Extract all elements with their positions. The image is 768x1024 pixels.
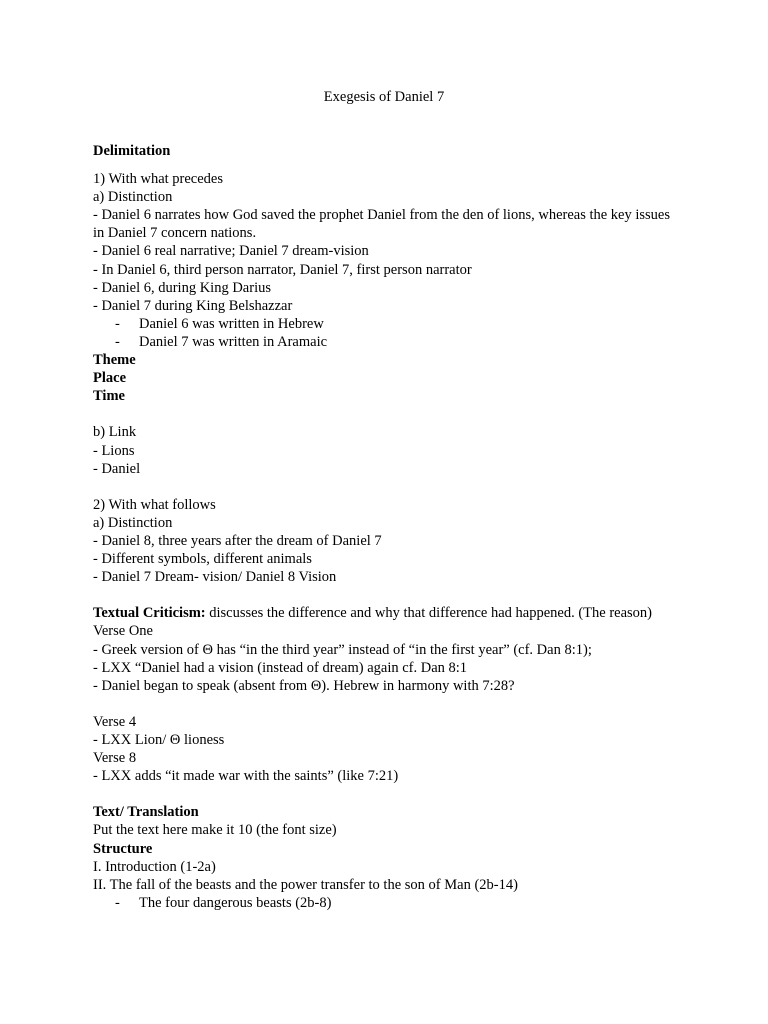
time-term: Time [93,388,125,405]
bullet-text: Daniel 7 was written in Aramaic [139,333,328,350]
structure-heading: Structure [93,840,153,857]
structure-item: I. Introduction (1-2a) [93,858,216,875]
verse-one-label: Verse One [93,623,153,640]
follows-item: - Different symbols, different animals [93,551,312,568]
precedes-item: - Daniel 6 narrates how God saved the prophet Daniel from the den of lions, whereas the key issues in Daniel 7 concern nations. [93,207,671,242]
translation-note: Put the text here make it 10 (the font size) [93,822,337,839]
textual-criticism-description: discusses the difference and why that difference had happened. (The reason) [205,605,653,622]
verse-one-item: - Daniel began to speak (absent from Θ). Hebrew in harmony with 7:28? [93,677,515,694]
link-label: b) Link [93,424,137,441]
bullet-marker: - [115,315,120,332]
verse-4-item: - LXX Lion/ Θ lioness [93,732,225,748]
precedes-heading: 1) With what precedes [93,171,224,188]
verse-one-item: - Greek version of Θ has “in the third year” instead of “in the first year” (cf. Dan 8:1); [93,641,592,658]
bullet-text: Daniel 6 was written in Hebrew [139,315,324,332]
verse-8-label: Verse 8 [93,750,137,767]
precedes-item: - Daniel 7 during King Belshazzar [93,297,293,314]
verse-8-item: - LXX adds “it made war with the saints” (like 7:21) [93,768,399,785]
delimitation-heading: Delimitation [93,143,171,159]
bullet-item [93,315,683,333]
bullet-text: The four dangerous beasts (2b-8) [139,894,332,911]
document-title: Exegesis of Daniel 7 [323,89,445,105]
textual-criticism-heading: Textual Criticism: [93,605,206,622]
place-term: Place [93,370,127,387]
precedes-item: - In Daniel 6, third person narrator, Daniel 7, first person narrator [93,261,472,278]
bullet-marker: - [115,333,120,350]
bullet-marker: - [115,894,120,911]
link-item: - Daniel [93,460,141,477]
textual-criticism-paragraph [93,604,683,622]
theme-term: Theme [93,352,136,369]
precedes-item: - Daniel 6, during King Darius [93,279,271,296]
bullet-item [93,894,683,912]
translation-heading: Text/ Translation [93,804,199,821]
precedes-distinction-label: a) Distinction [93,189,173,206]
structure-item: II. The fall of the beasts and the power transfer to the son of Man (2b-14) [93,876,518,893]
verse-one-item: - LXX “Daniel had a vision (instead of dream) again cf. Dan 8:1 [93,659,468,676]
precedes-item: - Daniel 6 real narrative; Daniel 7 dream-vision [93,243,369,260]
follows-item: - Daniel 7 Dream- vision/ Daniel 8 Vision [93,569,337,586]
bullet-item [93,333,683,351]
document-body [93,142,683,912]
follows-item: - Daniel 8, three years after the dream of Daniel 7 [93,532,382,549]
verse-4-label: Verse 4 [93,713,137,730]
follows-heading: 2) With what follows [93,496,216,513]
link-item: - Lions [93,442,135,459]
follows-distinction-label: a) Distinction [93,514,173,531]
